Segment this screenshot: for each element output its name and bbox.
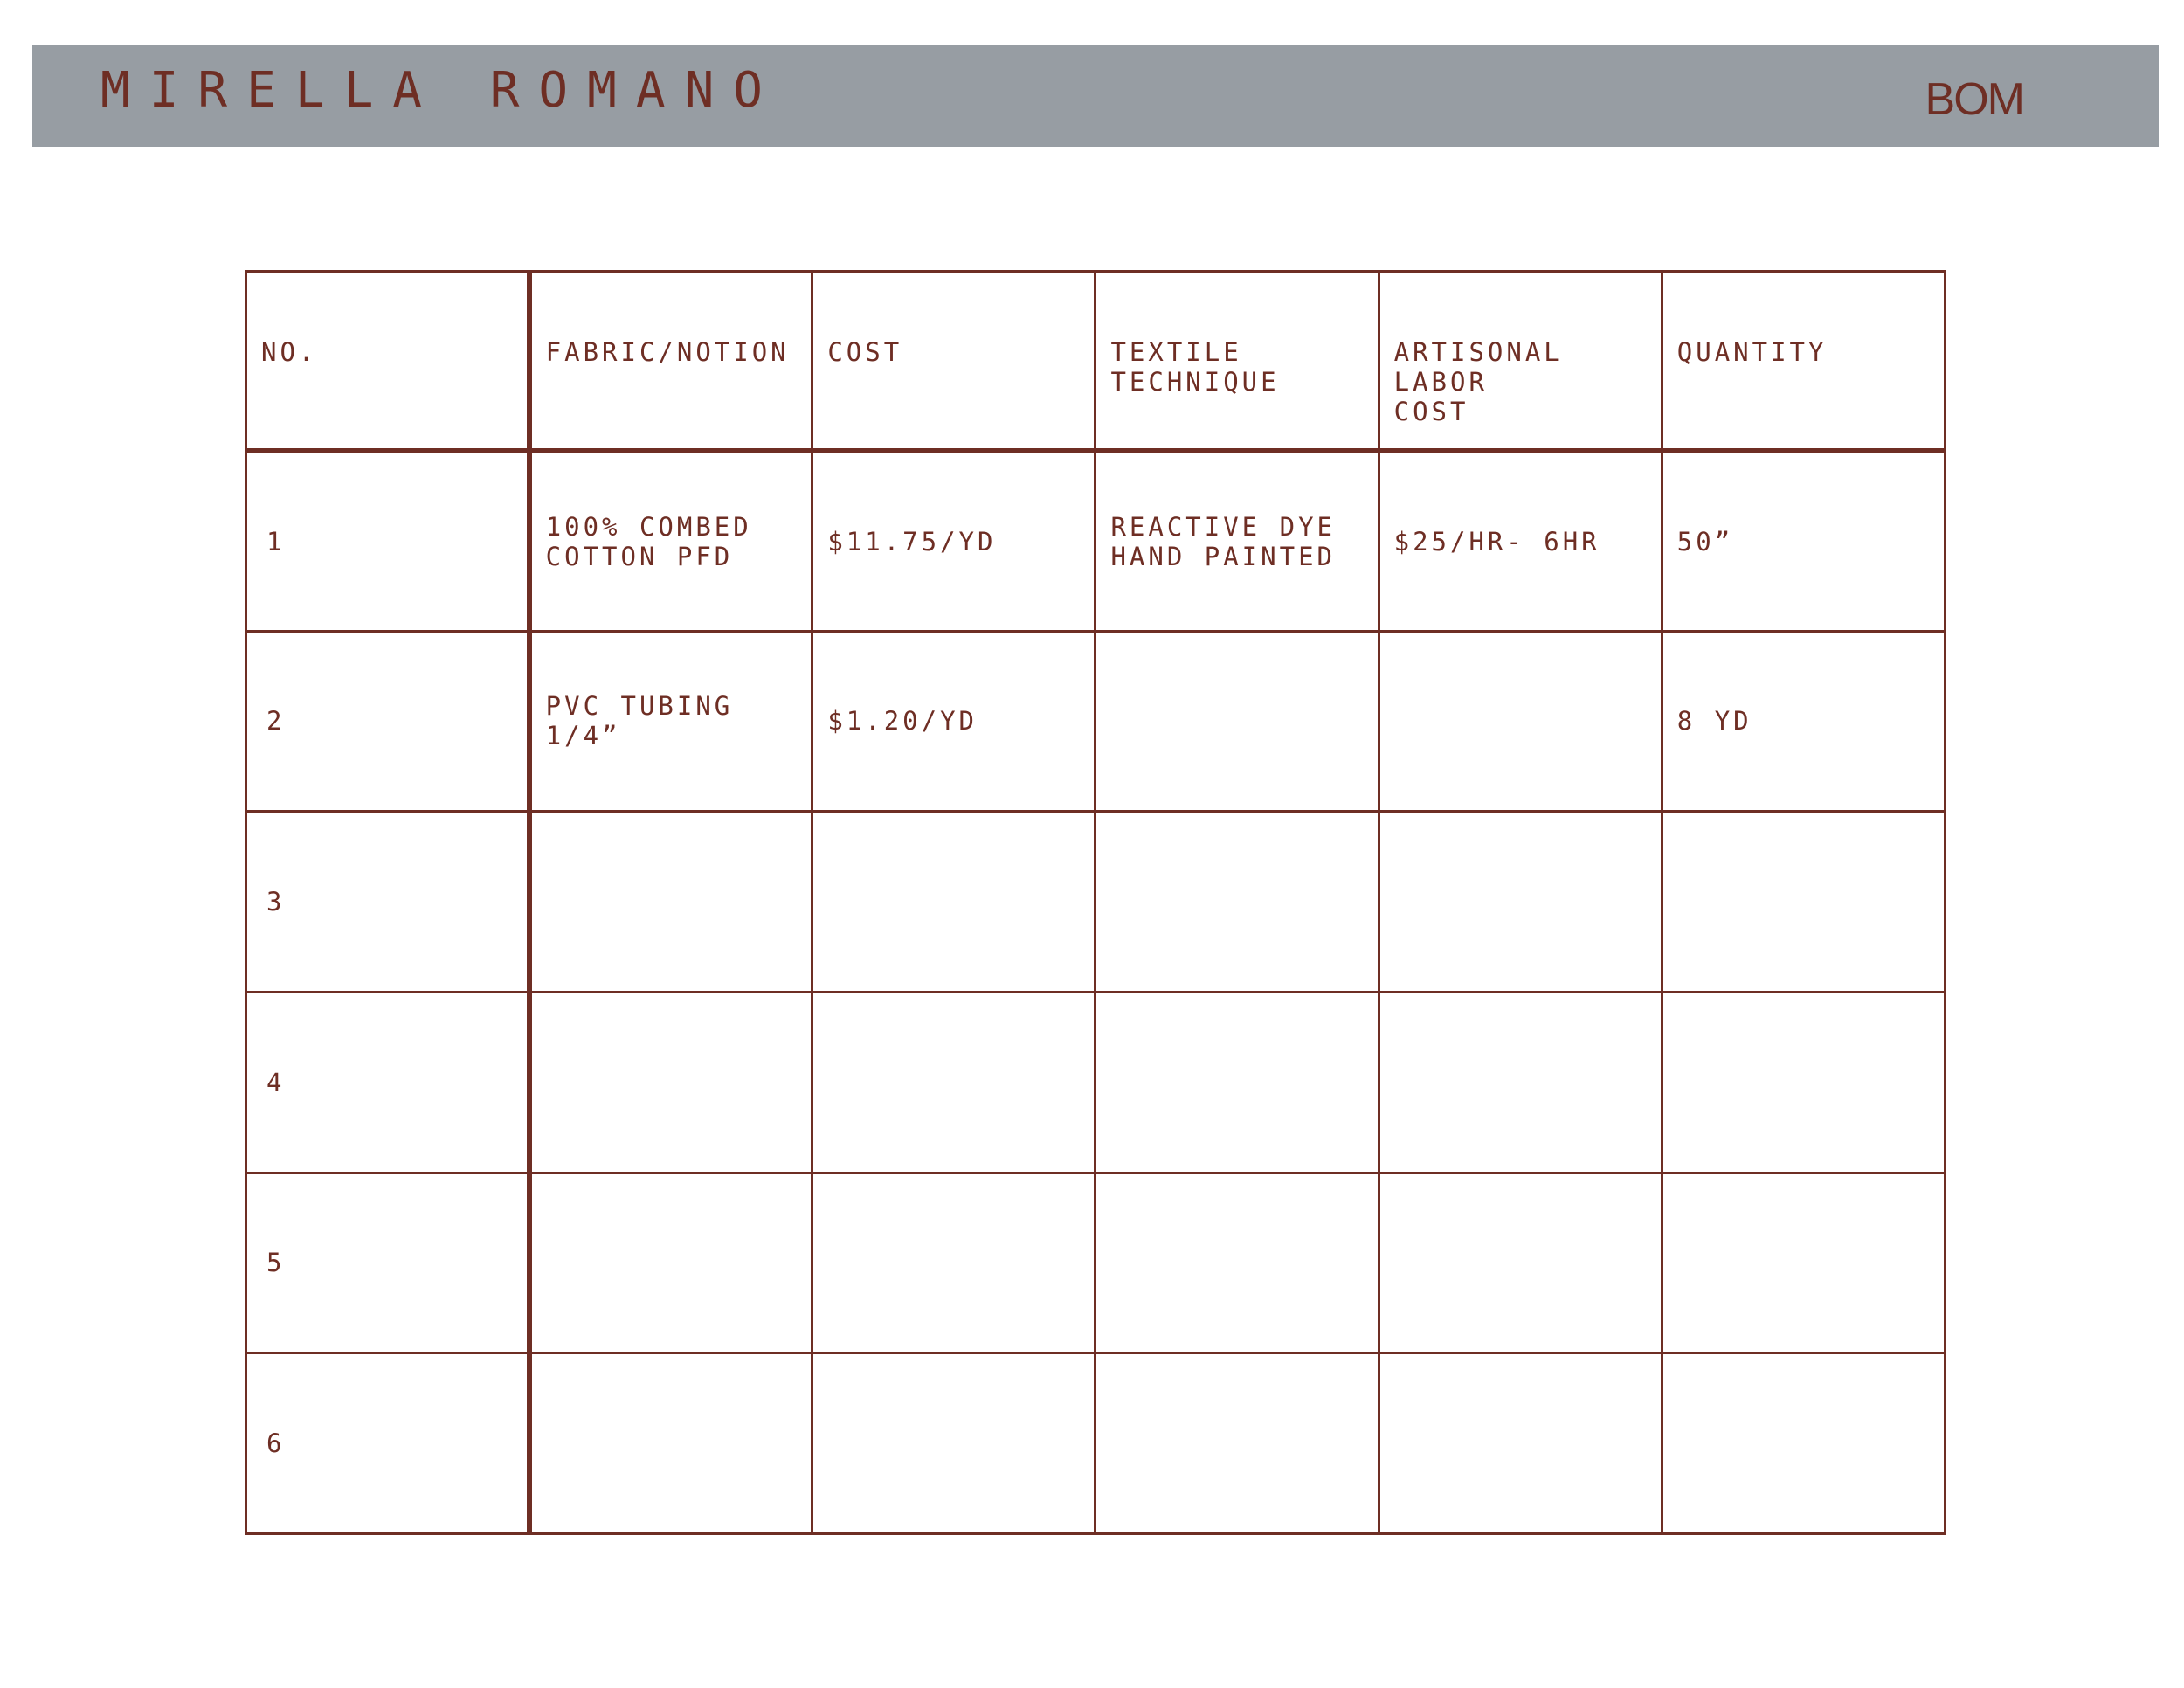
cell-textile-technique: REACTIVE DYE HAND PAINTED [1095,451,1379,632]
cell-labor-cost [1379,812,1662,993]
cell-quantity [1662,992,1945,1173]
cell-textile-technique [1095,992,1379,1173]
column-header-quantity: QUANTITY [1662,272,1945,451]
cell-cost: $11.75/YD [812,451,1095,632]
cell-fabric-notion [529,812,812,993]
table-row [246,1353,1946,1534]
cell-labor-cost [1379,631,1662,812]
cell-no: 6 [246,1353,529,1534]
brand-name: MIRELLA ROMANO [100,62,783,119]
bom-table [245,270,1946,1535]
cell-quantity: 50” [1662,451,1945,632]
cell-fabric-notion: 100% COMBED COTTON PFD [529,451,812,632]
cell-cost [812,1173,1095,1353]
cell-no: 3 [246,812,529,993]
cell-fabric-notion: PVC TUBING 1/4” [529,631,812,812]
cell-no: 2 [246,631,529,812]
cell-textile-technique [1095,1173,1379,1353]
cell-quantity: 8 YD [1662,631,1945,812]
cell-cost: $1.20/YD [812,631,1095,812]
column-header-cost: COST [812,272,1095,451]
column-header-artisonal-labor-cost: ARTISONAL LABOR COST [1379,272,1662,451]
table-row [246,1173,1946,1353]
cell-fabric-notion [529,992,812,1173]
document-type-label: BOM [1925,74,2023,125]
cell-cost [812,1353,1095,1534]
cell-cost [812,812,1095,993]
table-row [246,812,1946,993]
cell-cost [812,992,1095,1173]
cell-labor-cost: $25/HR- 6HR [1379,451,1662,632]
cell-quantity [1662,812,1945,993]
cell-no: 1 [246,451,529,632]
table-row [246,631,1946,812]
cell-quantity [1662,1173,1945,1353]
cell-no: 4 [246,992,529,1173]
cell-quantity [1662,1353,1945,1534]
column-header-textile-technique: TEXTILE TECHNIQUE [1095,272,1379,451]
table-header-row [246,272,1946,451]
cell-fabric-notion [529,1173,812,1353]
table-row [246,451,1946,632]
header-bar [32,45,2159,147]
cell-labor-cost [1379,1353,1662,1534]
cell-textile-technique [1095,631,1379,812]
column-header-fabric-notion: FABRIC/NOTION [529,272,812,451]
cell-labor-cost [1379,1173,1662,1353]
cell-labor-cost [1379,992,1662,1173]
cell-textile-technique [1095,1353,1379,1534]
table-row [246,992,1946,1173]
cell-no: 5 [246,1173,529,1353]
cell-fabric-notion [529,1353,812,1534]
cell-textile-technique [1095,812,1379,993]
column-header-no: NO. [246,272,529,451]
